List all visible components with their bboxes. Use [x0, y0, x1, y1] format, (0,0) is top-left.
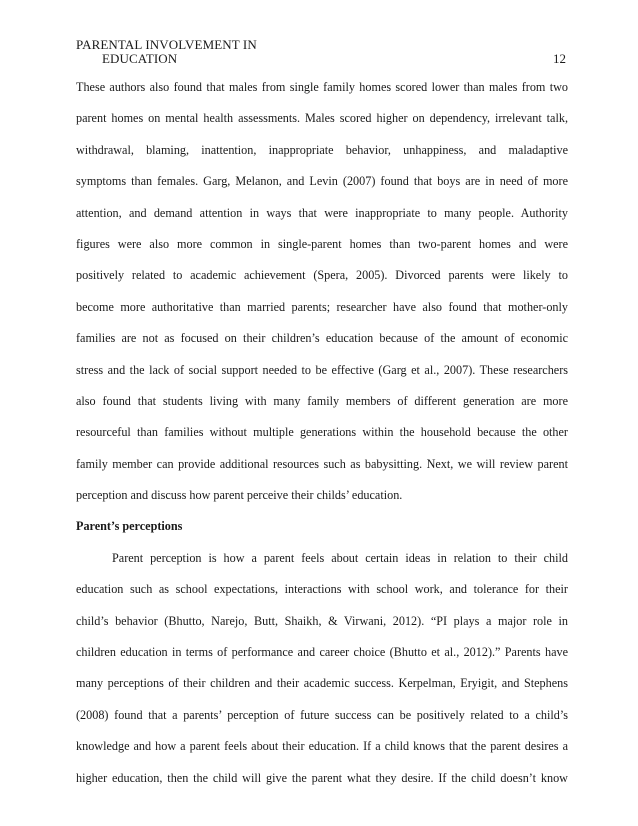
- running-head-line-1: PARENTAL INVOLVEMENT IN: [76, 37, 257, 52]
- paragraph-2-line: many perceptions of their children and their academic success. Kerpelman, Eryigit, and Stephens: [76, 676, 568, 691]
- paragraph-1-line: families are not as focused on their children’s education because of the amount of economic: [76, 331, 568, 346]
- paragraph-2-line: children education in terms of performance and career choice (Bhutto et al., 2012).” Parents have: [76, 645, 568, 660]
- paragraph-2-line: Parent perception is how a parent feels about certain ideas in relation to their child: [112, 550, 568, 565]
- paragraph-1-line: stress and the lack of social support needed to be effective (Garg et al., 2007). These researchers: [76, 362, 568, 377]
- paragraph-1-line: perception and discuss how parent perceive their childs’ education.: [76, 488, 403, 503]
- paragraph-2-line: education such as school expectations, interactions with school work, and tolerance for their: [76, 582, 568, 597]
- running-head: [76, 38, 257, 66]
- paragraph-1-line: resourceful than families without multiple generations within the household because the other: [76, 425, 568, 440]
- paragraph-2-line: child’s behavior (Bhutto, Narejo, Butt, Shaikh, & Virwani, 2012). “PI plays a major role in: [76, 613, 568, 628]
- paragraph-1-line: symptoms than females. Garg, Melanon, and Levin (2007) found that boys are in need of more: [76, 174, 568, 189]
- paragraph-1-line: withdrawal, blaming, inattention, inappropriate behavior, unhappiness, and maladaptive: [76, 142, 568, 157]
- paragraph-1-line: family member can provide additional resources such as babysitting. Next, we will review parent: [76, 456, 568, 471]
- body-text: [76, 72, 568, 794]
- page-number: 12: [553, 51, 566, 66]
- paragraph-1-line: become more authoritative than married parents; researcher have also found that mother-only: [76, 299, 568, 314]
- paragraph-1-line: attention, and demand attention in ways that were inappropriate to many people. Authority: [76, 205, 568, 220]
- paragraph-1-line: also found that students living with many family members of different generation are more: [76, 393, 568, 408]
- paragraph-1-line: figures were also more common in single-parent homes than two-parent homes and were: [76, 236, 568, 251]
- paragraph-2-line: knowledge and how a parent feels about their education. If a child knows that the parent desires a: [76, 739, 568, 754]
- running-head-line-2: EDUCATION: [102, 51, 178, 66]
- paragraph-1-line: positively related to academic achievement (Spera, 2005). Divorced parents were likely to: [76, 268, 568, 283]
- section-heading: Parent’s perceptions: [76, 519, 183, 534]
- paragraph-1-line: parent homes on mental health assessments. Males scored higher on dependency, irrelevant talk,: [76, 111, 568, 126]
- paragraph-2-line: higher education, then the child will give the parent what they desire. If the child doesn’t know: [76, 770, 568, 785]
- paragraph-1-line: These authors also found that males from single family homes scored lower than males from two: [76, 80, 568, 94]
- paragraph-2-line: (2008) found that a parents’ perception of future success can be positively related to a child’s: [76, 707, 568, 722]
